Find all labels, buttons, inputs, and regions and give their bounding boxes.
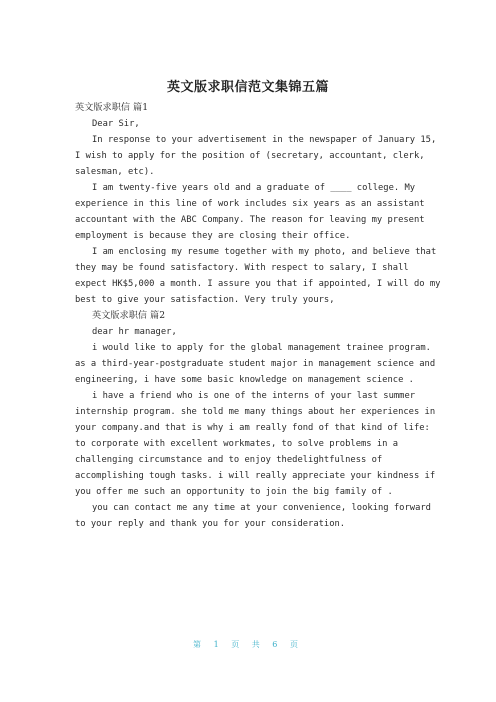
text-line: accomplishing tough tasks. i will really appreciate your kindness if	[75, 471, 436, 481]
text-line: dear hr manager,	[92, 327, 177, 337]
text-line: internship program. she told me many things about her experiences in	[75, 407, 436, 417]
text-line: to your reply and thank you for your consideration.	[75, 519, 346, 529]
text-line: salesman, etc).	[75, 167, 155, 177]
document-body	[75, 100, 441, 532]
text-line: I wish to apply for the position of (secretary, accountant, clerk,	[75, 151, 425, 161]
text-line: challenging circumstance and to enjoy thedelightfulness of	[75, 455, 383, 465]
text-line: employment is because they are closing their office.	[75, 231, 351, 241]
text-line: I am enclosing my resume together with my photo, and believe that	[92, 247, 437, 257]
text-line: In response to your advertisement in the newspaper of January 15,	[92, 135, 437, 145]
text-line: you can contact me any time at your convenience, looking forward	[92, 503, 431, 513]
text-line: to corporate with excellent workmates, to solve problems in a	[75, 439, 399, 449]
text-line: your company.and that is why i am really fond of that kind of life:	[75, 423, 430, 433]
section-heading: 英文版求职信 篇1	[75, 102, 149, 113]
text-line: expect HK$5,000 a month. I assure you that if appointed, I will do my	[75, 279, 441, 289]
text-line: they may be found satisfactory. With respect to salary, I shall	[75, 263, 409, 273]
text-line: engineering, i have some basic knowledge on management science .	[75, 375, 414, 385]
section-heading: 英文版求职信 篇2	[92, 310, 166, 321]
document-title: 英文版求职信范文集锦五篇	[166, 80, 329, 95]
text-line: accountant with the ABC Company. The reason for leaving my present	[75, 215, 425, 225]
text-line: i have a friend who is one of the interns of your last summer	[92, 391, 416, 401]
text-line: best to give your satisfaction. Very truly yours,	[75, 295, 335, 305]
text-line: experience in this line of work includes six years as an assistant	[75, 199, 425, 209]
text-line: i would like to apply for the global management trainee program.	[92, 343, 431, 353]
text-line: Dear Sir,	[92, 119, 140, 129]
text-line: you offer me such an opportunity to join the big family of .	[75, 487, 393, 497]
text-line: as a third-year-postgraduate student major in management science and	[75, 359, 436, 369]
page-number-footer: 第 1 页 共 6 页	[193, 640, 303, 649]
text-line: I am twenty-five years old and a graduate of ____ college. My	[92, 183, 416, 193]
